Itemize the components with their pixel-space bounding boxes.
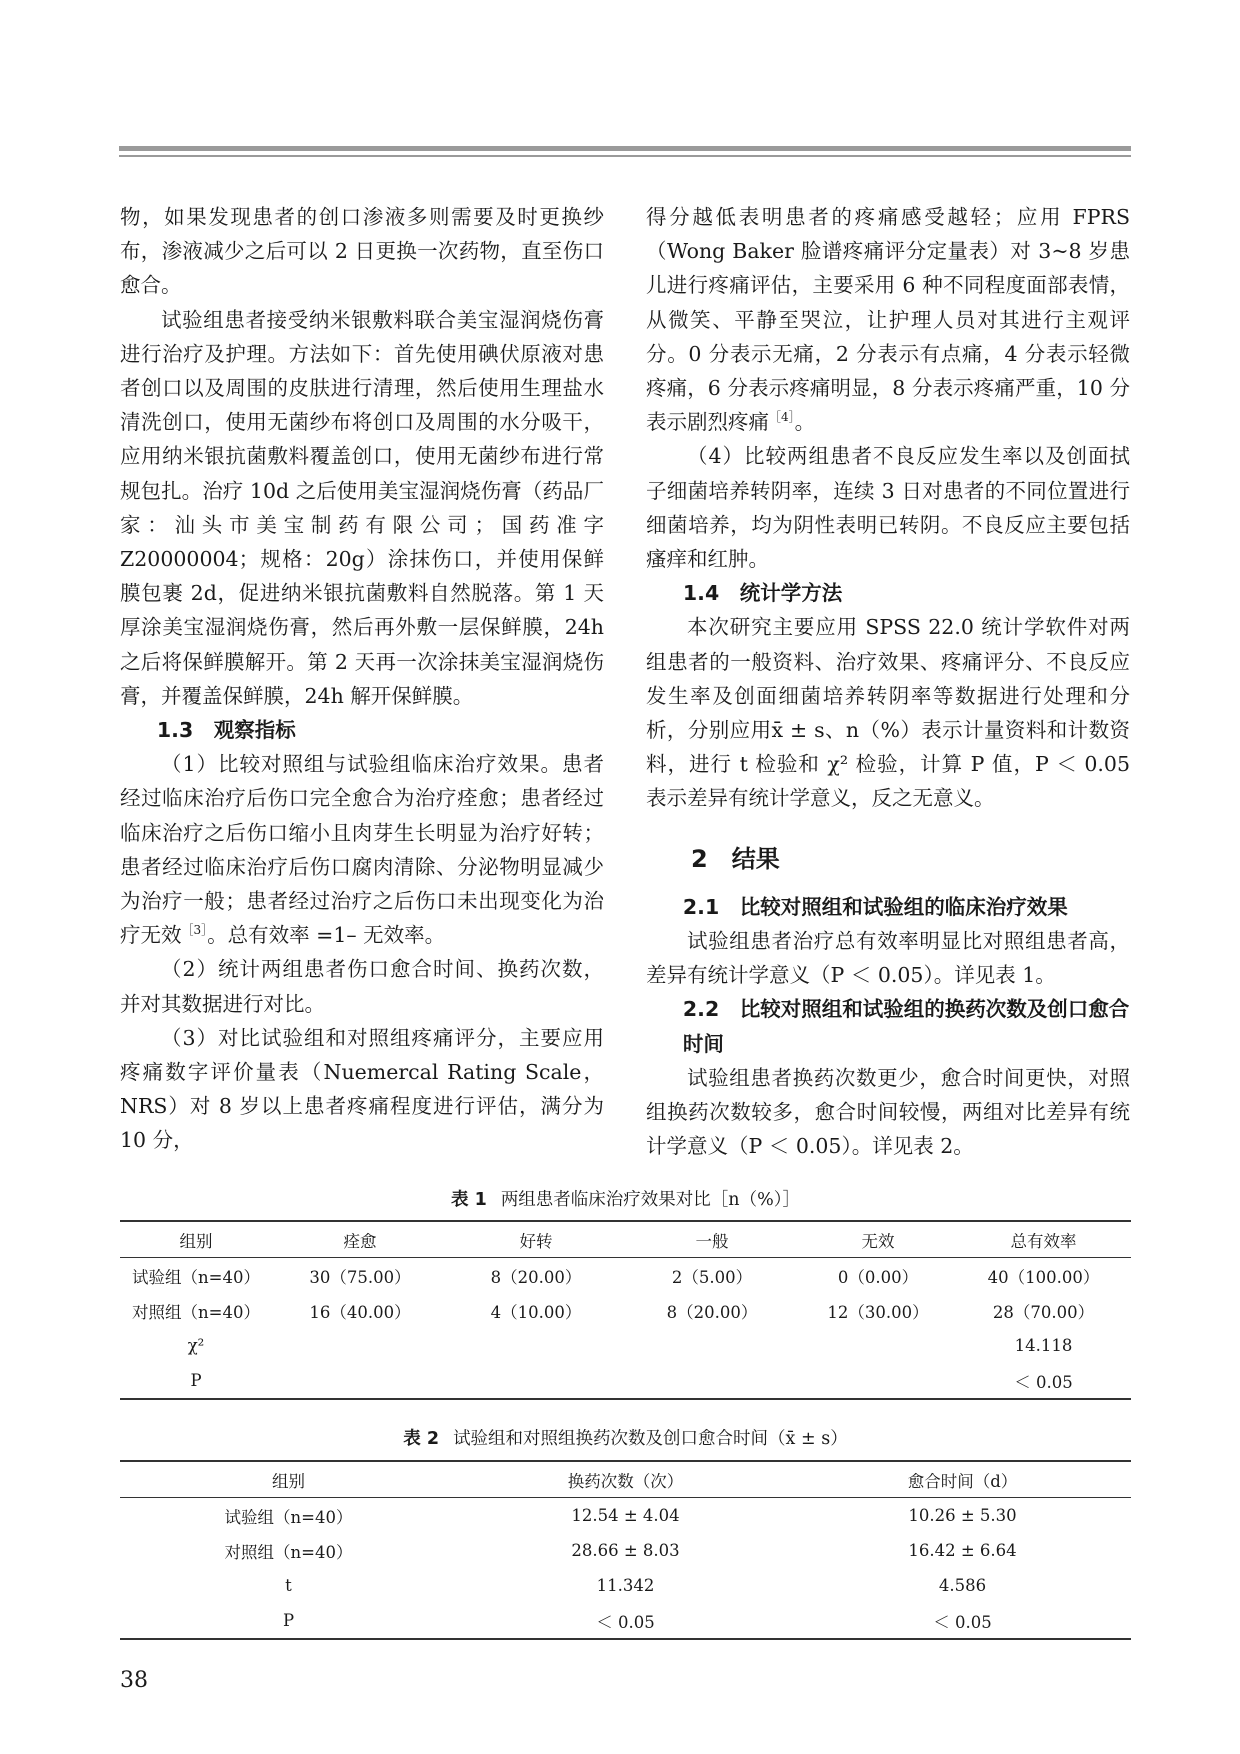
table-cell [448,1328,624,1363]
table-cell: 对照组（n=40） [224,1542,353,1562]
paragraph-text: 本次研究主要应用 SPSS 22.0 统计学软件对两组患者的一般资料、治疗效果、疼痛评分、不良反应发生率及创面细菌培养转阴率等数据进行处理和分析，分别应用x̄ ± s、n（%）表示计量资料和计数资料，进行 t 检验和 χ² 检验，计算 P 值，P ＜ 0.05 表示差异有统计学意义，反之无意义。 [646,615,1130,811]
paragraph-text: （2）统计两组患者伤口愈合时间、换药次数，并对其数据进行对比。 [120,957,604,1016]
paragraph [120,200,604,303]
table-cell: P [120,1363,272,1399]
table-cell: 8（20.00） [490,1267,582,1287]
table-row [120,1258,1131,1294]
page-number: 38 [120,1668,148,1693]
left-text-column [120,200,604,1158]
paragraph [646,1061,1130,1164]
table-cell: 11.342 [596,1576,655,1595]
table-cell: 0（0.00） [837,1267,919,1287]
paragraph-text: 1.4 统计学方法 [682,581,843,606]
paragraph-text: （1）比较对照组与试验组临床治疗效果。患者经过临床治疗后伤口完全愈合为治疗痊愈；患者经过临床治疗之后伤口缩小且肉芽生长明显为治疗好转；患者经过临床治疗后伤口腐肉清除、分泌物明显减少为治疗一般；患者经过治疗之后伤口未出现变化为治疗无效 [120,752,604,948]
table-cell: 试验组（n=40） [224,1507,353,1527]
paragraph [120,747,604,952]
paragraph-text: 试验组患者接受纳米银敷料联合美宝湿润烧伤膏进行治疗及护理。方法如下：首先使用碘伏原液对患者创口以及周围的皮肤进行清理，然后使用生理盐水清洗创口，使用无菌纱布将创口及周围的水分吸干，应用纳米银抗菌敷料覆盖创口，使用无菌纱布进行常规包扎。治疗 10d 之后使用美宝湿润烧伤膏（药品厂家：汕头市美宝制药有限公司；国药准字 Z20000004；规格：20g）涂抹伤口，并使用保鲜膜包裹 2d，促进纳米银抗菌敷料自然脱落。第 1 天厚涂美宝湿润烧伤膏，然后再外敷一层保鲜膜，24h 之后将保鲜膜解开。第 2 天再一次涂抹美宝湿润烧伤膏，并覆盖保鲜膜，24h 解开保鲜膜。 [120,307,604,708]
column-header: 痊愈 [272,1221,448,1258]
paragraph-text: 。 [794,410,816,435]
paragraph-text: 得分越低表明患者的疼痛感受越轻；应用 FPRS（Wong Baker 脸谱疼痛评分定量表）对 3~8 岁患儿进行疼痛评估，主要采用 6 种不同程度面部表情，从微笑、平静至哭泣，让护理人员对其进行主观评分。0 分表示无痛，2 分表示有点痛，4 分表示轻微疼痛，6 分表示疼痛明显，8 分表示疼痛严重，10 分表示剧烈疼痛 [646,205,1130,435]
citation-ref: ［4］ [769,410,795,425]
table-cell: 28.66 ± 8.03 [571,1541,680,1560]
table-cell: 8（20.00） [666,1302,758,1322]
paragraph [120,1021,604,1158]
paragraph [646,439,1130,576]
paragraph-text: （4）比较两组患者不良反应发生率以及创面拭子细菌培养转阴率，连续 3 日对患者的不同位置进行细菌培养，均为阴性表明已转阴。不良反应主要包括瘙痒和红肿。 [646,444,1130,572]
table-cell: ＜ 0.05 [956,1363,1131,1399]
table-cell [448,1363,624,1399]
paragraph-text: 。总有效率 =1– 无效率。 [207,923,446,948]
paragraph-text: 2.1 比较对照组和试验组的临床治疗效果 [682,894,1068,919]
column-header: 好转 [448,1221,624,1258]
table2-header-row [120,1461,1131,1498]
table-row [120,1568,1131,1603]
table-cell [624,1328,800,1363]
table-cell: 40（100.00） [987,1267,1100,1287]
paragraph [646,200,1130,439]
table-row [120,1603,1131,1639]
header-rule-thin [119,155,1131,157]
table-row [120,1328,1131,1363]
column-header: 组别 [120,1461,457,1498]
table-cell [624,1363,800,1399]
table-cell: 10.26 ± 5.30 [908,1506,1017,1525]
table-cell: 12.54 ± 4.04 [571,1506,680,1525]
table-cell [800,1363,956,1399]
paragraph [120,952,604,1020]
paragraph [646,610,1130,815]
table-cell [272,1328,448,1363]
table2-title: 试验组和对照组换药次数及创口愈合时间（x̄ ± s） [453,1429,848,1449]
column-header: 总有效率 [956,1221,1131,1258]
table-cell: 12（30.00） [827,1302,929,1322]
section-heading [646,576,1130,610]
table-cell: 2（5.00） [671,1267,753,1287]
column-header: 一般 [624,1221,800,1258]
paragraph-text: 2 结果 [691,844,780,873]
chapter-heading [646,842,1130,876]
section-heading [646,890,1130,924]
paragraph-text: 试验组患者换药次数更少，愈合时间更快，对照组换药次数较多，愈合时间较慢，两组对比差异有统计学意义（P ＜ 0.05）。详见表 2。 [646,1065,1130,1159]
section-heading [646,992,1130,1060]
table-cell: 4（10.00） [490,1302,582,1322]
column-header: 愈合时间（d） [794,1461,1131,1498]
table1-header-row [120,1221,1131,1258]
table-row [120,1293,1131,1328]
table-cell: 28（70.00） [992,1302,1095,1322]
table-row [120,1363,1131,1399]
paragraph [120,303,604,713]
table2-caption [120,1425,1131,1450]
table-cell: 16.42 ± 6.64 [908,1541,1017,1560]
table1-caption [120,1186,1131,1211]
table-cell: 14.118 [1014,1336,1073,1355]
table2-label: 表 2 [403,1429,440,1449]
right-text-column [646,200,1130,1163]
section-heading [120,713,604,747]
table-cell: P [120,1603,457,1639]
table1-title: 两组患者临床治疗效果对比［n（%）］ [500,1190,800,1210]
column-header: 组别 [120,1221,272,1258]
header-rule-thick [119,146,1131,151]
column-header: 换药次数（次） [457,1461,794,1498]
paragraph-text: 1.3 观察指标 [156,718,296,743]
table-cell: ＜ 0.05 [794,1603,1131,1639]
table-cell: 4.586 [938,1576,987,1595]
table-cell: 试验组（n=40） [132,1267,260,1287]
table1 [120,1220,1131,1400]
paragraph-text: （3）对比试验组和对照组疼痛评分，主要应用疼痛数字评价量表（Nuemercal Rating Scale，NRS）对 8 岁以上患者疼痛程度进行评估，满分为 10 分， [120,1025,604,1153]
table2 [120,1460,1131,1640]
table-cell: 16（40.00） [309,1302,411,1322]
table1-label: 表 1 [451,1190,487,1210]
citation-ref: ［3］ [181,923,208,938]
table-cell: 30（75.00） [309,1267,411,1287]
paragraph [646,924,1130,992]
column-header: 无效 [800,1221,956,1258]
table-cell: χ² [187,1336,205,1355]
table-row [120,1498,1131,1534]
paragraph-text: 2.2 比较对照组和试验组的换药次数及创口愈合时间 [682,997,1130,1056]
table-cell: ＜ 0.05 [457,1603,794,1639]
table-row [120,1533,1131,1568]
table-cell [800,1328,956,1363]
paragraph-text: 物，如果发现患者的创口渗液多则需要及时更换纱布，渗液减少之后可以 2 日更换一次药物，直至伤口愈合。 [120,205,604,298]
table-cell [272,1363,448,1399]
table-cell: 对照组（n=40） [132,1302,260,1322]
paragraph-text: 试验组患者治疗总有效率明显比对照组患者高，差异有统计学意义（P ＜ 0.05）。详见表 1。 [646,929,1130,988]
table-cell: t [285,1576,292,1595]
